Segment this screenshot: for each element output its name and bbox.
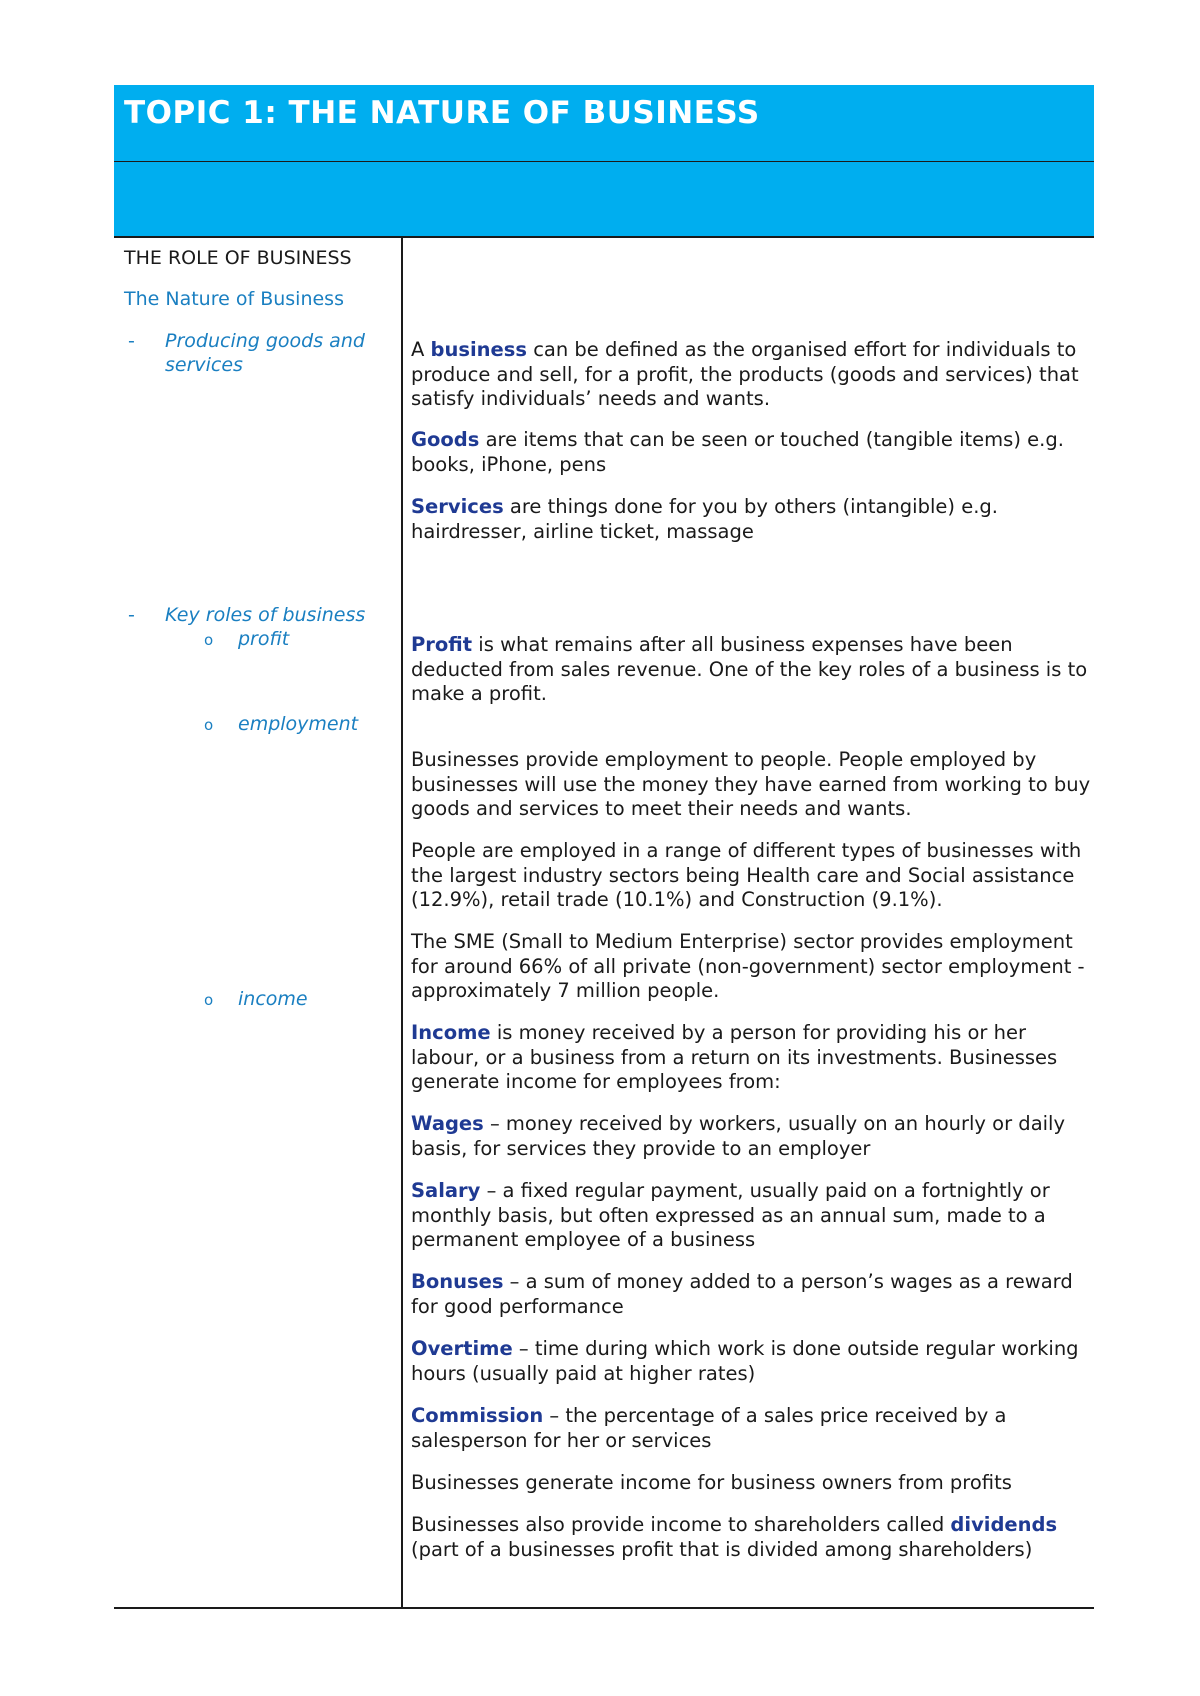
services-definition: Services are things done for you by others (intangible) e.g. hairdresser, airline ticket, massage	[411, 495, 998, 543]
employment-label: employment	[238, 713, 359, 735]
column-divider	[401, 237, 403, 1609]
keyword: dividends	[950, 1513, 1058, 1536]
header-bottom-rule	[114, 236, 1094, 238]
dividends-definition: Businesses also provide income to shareholders called dividends (part of a businesses profit that is divided among shareholders)	[411, 1513, 1058, 1561]
role-heading: THE ROLE OF BUSINESS	[124, 247, 352, 269]
keyword: Bonuses	[411, 1270, 504, 1293]
dash-bullet: -	[128, 604, 135, 626]
page-title: TOPIC 1: THE NATURE OF BUSINESS	[124, 95, 760, 131]
goods-definition: Goods are items that can be seen or touched (tangible items) e.g. books, iPhone, pens	[411, 428, 1064, 476]
employment-paragraph-2: People are employed in a range of different types of businesses with the largest industry sectors being Health care and Social assistance (12.9%), retail trade (10.1%) and Construction (9.1%).	[411, 839, 1082, 911]
income-label: income	[238, 988, 308, 1010]
producing-goods-label-line1: Producing goods and	[165, 330, 365, 352]
bottom-rule	[114, 1607, 1094, 1609]
profit-definition: Profit is what remains after all business expenses have been deducted from sales revenue. One of the key roles of a business is to make a profit.	[411, 633, 1088, 705]
keyword: Income	[411, 1021, 491, 1044]
commission-definition: Commission – the percentage of a sales price received by a salesperson for her or services	[411, 1404, 1007, 1452]
keyword: Commission	[411, 1404, 544, 1427]
keyword: Salary	[411, 1179, 481, 1202]
employment-paragraph-1: Businesses provide employment to people. People employed by businesses will use the money they have earned from working to buy goods and services to meet their needs and wants.	[411, 748, 1091, 820]
keyword: Profit	[411, 633, 473, 656]
income-definition: Income is money received by a person for providing his or her labour, or a business from a return on its investments. Businesses generate income for employees from:	[411, 1021, 1058, 1093]
circle-bullet: o	[204, 716, 214, 734]
owners-income-text: Businesses generate income for business owners from profits	[411, 1471, 1012, 1494]
producing-goods-label-line2: services	[165, 354, 243, 376]
overtime-definition: Overtime – time during which work is done outside regular working hours (usually paid at higher rates)	[411, 1337, 1079, 1385]
dash-bullet: -	[128, 330, 135, 352]
wages-definition: Wages – money received by workers, usually on an hourly or daily basis, for services they provide to an employer	[411, 1112, 1066, 1160]
keyword: Services	[411, 495, 504, 518]
keyword: business	[430, 338, 527, 361]
nature-heading: The Nature of Business	[124, 288, 344, 310]
bonuses-definition: Bonuses – a sum of money added to a person’s wages as a reward for good performance	[411, 1270, 1073, 1318]
header-divider	[114, 161, 1094, 162]
employment-paragraph-3: The SME (Small to Medium Enterprise) sector provides employment for around 66% of all private (non-government) sector employment - approximately 7 million people.	[411, 930, 1085, 1002]
keyword: Goods	[411, 428, 480, 451]
profit-label: profit	[238, 628, 290, 650]
keyword: Wages	[411, 1112, 484, 1135]
circle-bullet: o	[204, 631, 214, 649]
key-roles-label: Key roles of business	[165, 604, 366, 626]
keyword: Overtime	[411, 1337, 513, 1360]
title-banner	[114, 85, 1094, 237]
business-definition: A business can be defined as the organised effort for individuals to produce and sell, for a profit, the products (goods and services) that satisfy individuals’ needs and wants.	[411, 338, 1079, 410]
circle-bullet: o	[204, 991, 214, 1009]
salary-definition: Salary – a fixed regular payment, usually paid on a fortnightly or monthly basis, but often expressed as an annual sum, made to a permanent employee of a business	[411, 1179, 1050, 1251]
